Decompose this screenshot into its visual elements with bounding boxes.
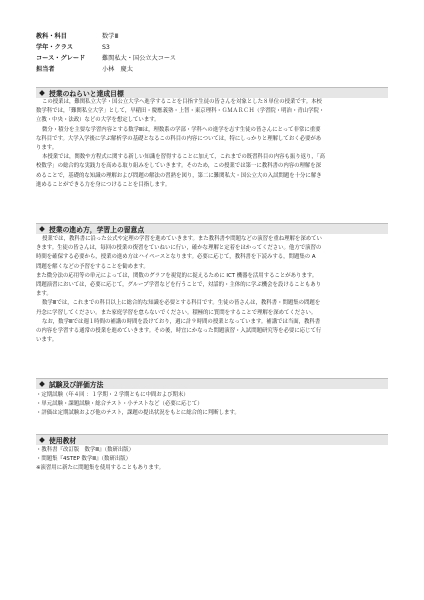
text-line: なお，数学Ⅲでは週１時間の補講の時間を設けており，週に計９時間の授業となっています。補講では当面，教科書 [42,318,321,325]
course-grade-label: コース・グレード [36,55,86,62]
section-heading-methods [36,223,388,234]
subject-value: 数学Ⅲ [102,33,119,40]
text-line: の内容を学習する通常の授業を進めていきます。その後，時宜にかなった問題演習・入試問題研究等を必要に応じて行 [36,327,322,334]
text-line: 数学Ⅲでは，これまでの科目以上に総合的な知識を必要とする科目です。生徒の皆さんは，教科書・問題集の問題を [42,300,321,307]
list-item: ※演習用に新たに問題集を使用することもあります。 [36,465,165,471]
text-line: この授業は，難関私立大学・国公立大学へ進学することを目指す生徒の皆さんを対象とした８単位の授業です。本校 [42,99,322,105]
course-info [36,31,176,75]
grade-class-label: 学年・クラス [36,44,73,51]
teacher-label: 担当者 [36,66,55,73]
course-grade-value: 難関私大・国公立大コース [102,55,176,62]
grade-class-value: S3 [102,44,110,51]
text-line: 授業では，教科書に沿った公式や定理の学習を進めていきます。また教科書や問題などの演習を重ね理解を深めてい [42,236,322,242]
text-line: 進めることができる力を身につけることを目指します。 [36,181,171,188]
section-heading-evaluation [36,378,388,389]
diamond-bullet-icon [39,381,45,387]
text-line: 校数学」の総合的な実践力を高める取り組みをしていきます。そのため，この授業では第一に教科書の内容の理解を深 [36,163,322,170]
diamond-bullet-icon [39,437,45,443]
text-line: めることで，基礎的な知識の理解および問題の解法の習熟を図り，第二に難関私大・国公立大の入試問題を十分に解き [36,172,322,179]
section-title: 使用教材 [49,437,77,445]
methods-paragraph [36,235,388,345]
text-line: います。 [36,337,58,344]
text-line: な科目です。大学入学後に学ぶ解析学の基礎となるこの科目の内容については，特にしっかりと理解しておく必要があ [36,135,322,142]
list-item: ・単元試験・課題試験・総合テスト・小テストなど（必要に応じて） [36,401,203,407]
text-line: ります。 [36,144,58,151]
text-line: 数学科では，「難関私立大学」として，早稲田・慶應義塾・上智・東京理科・ＧＭＡＲＣＨ（学習院・明治・青山学院・ [36,108,325,115]
text-line: 問題演習においては，必要に応じて，グループ学習などを行うことで，対話的・主体的に学ぶ機会を設けることもあり [36,281,322,288]
list-item: ・教科書『改訂版 数学Ⅲ』（数研出版） [36,447,135,453]
teacher-value: 小林 慶太 [102,66,133,73]
section-heading-aims [36,87,388,98]
materials-list [36,446,388,473]
text-line: また微分法の応用等の単元によっては，関数のグラフを視覚的に捉えるために ICT 機器を活用することがあります。 [36,272,318,279]
text-line: 本授業では，関数や方程式に関する新しい知識を習得することに加えて，これまでの既習科目の内容も振り返り，「高 [42,154,325,161]
text-line: 時間を確保する必要から，授業の進め方はハイペースとなります。必要に応じて，教科書を下読みする，問題集の A [36,254,316,261]
text-line: 問題を解くなどの予習をすることを勧めます。 [36,263,149,270]
section-title: 試験及び評価方法 [49,381,104,389]
text-line: 丹念に学習してください。また家庭学習を怠らないでください。積極的に質問をすることで理解を深めてください。 [36,309,317,316]
text-line: 立教・中央・法政）などの大学を想定しています。 [36,117,160,124]
section-heading-materials [36,434,388,445]
subject-label: 教科・科目 [36,33,67,40]
text-line: 微分・積分を主要な学習内容とする数学Ⅲは，理数系の学部・学科への進学を志す生徒の皆さんにとって非常に重要 [42,126,321,133]
list-item: ・問題集『4STEP 数学Ⅲ』（数研出版） [36,456,132,462]
section-title: 授業の進め方，学習上の留意点 [49,226,145,234]
diamond-bullet-icon [39,226,45,232]
subject-row [36,31,176,42]
aims-paragraph [36,98,388,190]
diamond-bullet-icon [39,90,45,96]
grade-class-row [36,42,176,53]
evaluation-list [36,391,388,418]
list-item: ・定期試験（年４回 ：１学期・２学期ともに中間および期末） [36,392,189,398]
text-line: きます。生徒の皆さんは，毎回の授業の復習をていねいに行い，確かな理解と定着をはかってください。他方で演習の [36,245,322,252]
text-line: ます。 [36,291,52,298]
teacher-row [36,64,176,75]
course-grade-row [36,53,176,64]
list-item: ・評価は定期試験および他のテスト，課題の提出状況をもとに総合的に判断します。 [36,410,240,416]
section-title: 授業のねらいと達成目標 [49,90,124,98]
